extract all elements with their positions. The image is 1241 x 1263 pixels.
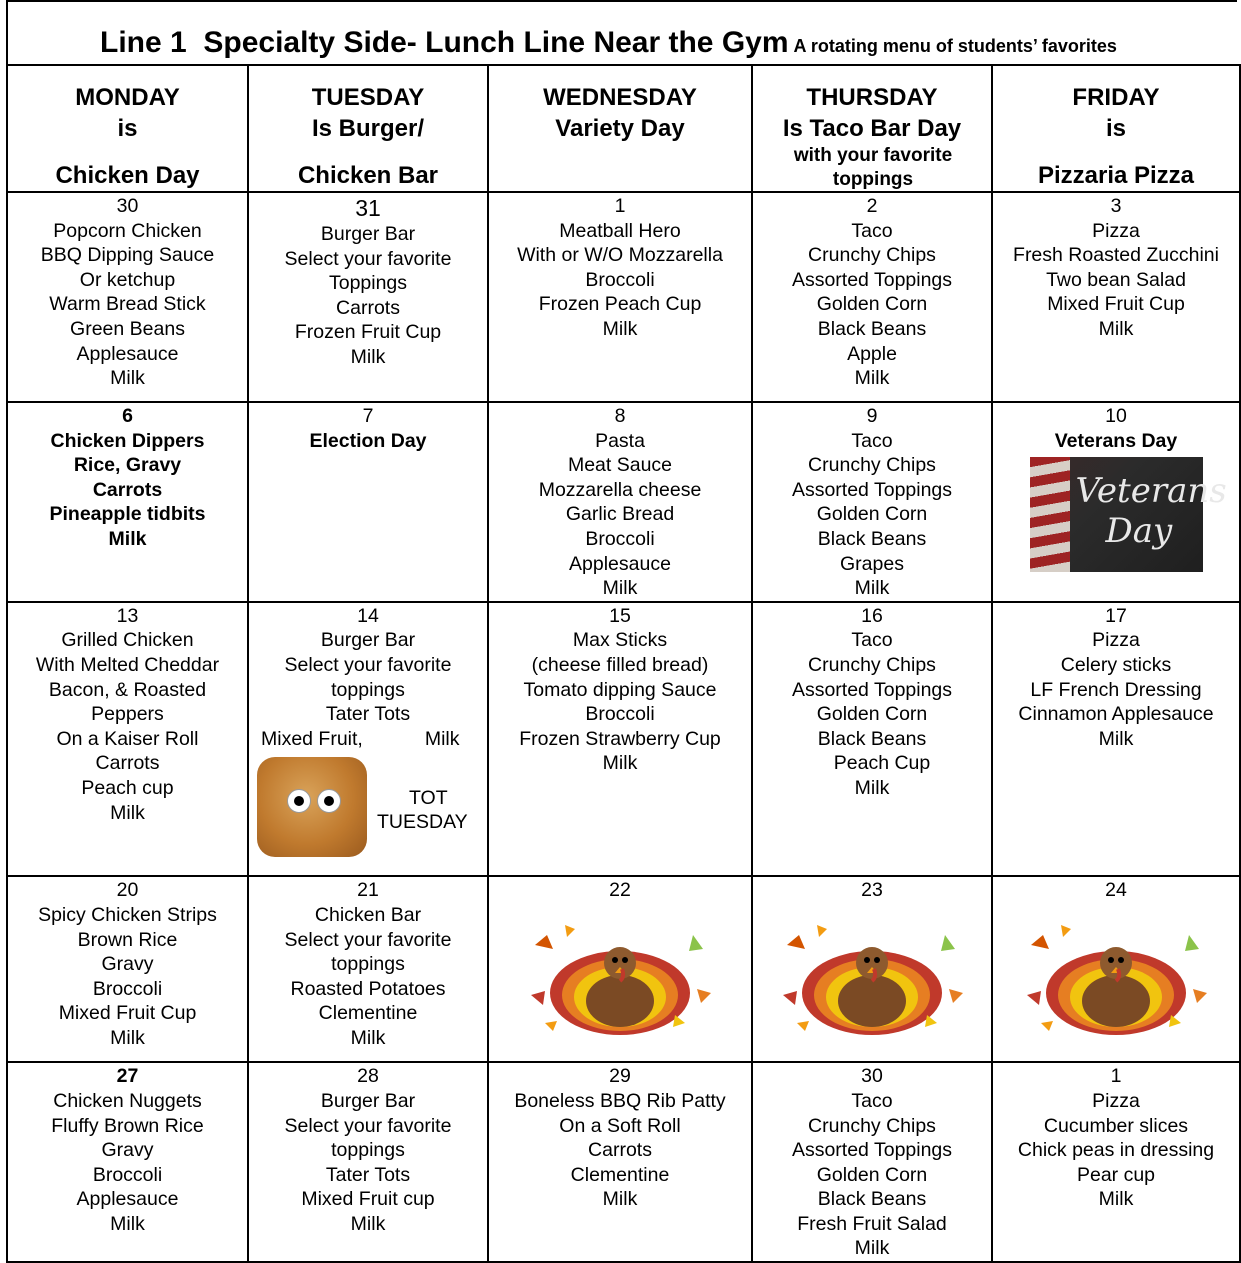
day-cell xyxy=(248,402,488,602)
day-number: 24 xyxy=(1105,879,1127,902)
day-number: 30 xyxy=(116,195,139,217)
day-cell: 3 Pizza Fresh Roasted Zucchini Two bean Salad Mixed Fruit Cup Milk xyxy=(992,192,1240,402)
week-row xyxy=(7,402,1240,602)
day-number: 29 xyxy=(609,1065,631,1088)
day-cell: 13 Grilled Chicken With Melted Cheddar Bacon, & Roasted Peppers On a Kaiser Roll Carrots Peach cup Milk xyxy=(7,602,248,877)
day-number: 10 xyxy=(1105,405,1127,427)
day-number: 13 xyxy=(116,604,139,627)
day-cell: 1 Pizza Cucumber slices Chick peas in dressing Pear cup Milk xyxy=(992,1062,1240,1262)
day-cell: 30 Popcorn Chicken BBQ Dipping Sauce Or ketchup Warm Bread Stick Green Beans Applesauce Milk xyxy=(7,192,248,402)
day-cell: 15 Max Sticks (cheese filled bread) Tomato dipping Sauce Broccoli Frozen Strawberry Cup Milk xyxy=(488,602,752,877)
day-cell xyxy=(488,876,752,1062)
day-number: 17 xyxy=(1105,604,1127,627)
day-number: 1 xyxy=(614,195,626,217)
day-number: 23 xyxy=(861,879,883,902)
header-monday: MONDAY is Chicken Day xyxy=(7,65,248,192)
title-main: Specialty Side- Lunch Line Near the Gym xyxy=(203,26,789,59)
day-cell: 28 Burger Bar Select your favorite toppings Tater Tots Mixed Fruit cup Milk xyxy=(248,1062,488,1262)
header-wednesday: WEDNESDAY Variety Day xyxy=(488,65,752,192)
tater-tot-image xyxy=(257,757,367,857)
day-number: 7 xyxy=(362,405,374,427)
week-row xyxy=(7,1062,1240,1262)
day-cell: 6 Chicken Dippers Rice, Gravy Carrots Pineapple tidbits Milk xyxy=(7,402,248,602)
day-cell: 1 Meatball Hero With or W/O Mozzarella Broccoli Frozen Peach Cup Milk xyxy=(488,192,752,402)
eye-icon xyxy=(317,789,341,813)
eye-icon xyxy=(287,789,311,813)
menu-calendar xyxy=(6,64,1241,1263)
header-friday: FRIDAY is Pizzaria Pizza xyxy=(992,65,1240,192)
day-cell: 8 Pasta Meat Sauce Mozzarella cheese Garlic Bread Broccoli Applesauce Milk xyxy=(488,402,752,602)
day-number: 22 xyxy=(609,879,631,902)
thanksgiving-turkey-icon xyxy=(777,915,967,1035)
day-cell: 17 Pizza Celery sticks LF French Dressing Cinnamon Applesauce Milk xyxy=(992,602,1240,877)
page-title xyxy=(100,26,1117,60)
day-cell: 21 Chicken Bar Select your favorite toppings Roasted Potatoes Clementine Milk xyxy=(248,876,488,1062)
day-number: 28 xyxy=(357,1065,379,1088)
day-number: 31 xyxy=(355,195,381,221)
day-number: 27 xyxy=(116,1065,139,1088)
week-row xyxy=(7,602,1240,877)
tot-tuesday-area: TOT TUESDAY xyxy=(249,751,487,875)
header-row xyxy=(7,65,1240,192)
thanksgiving-turkey-icon xyxy=(1021,915,1211,1035)
veterans-day-image: Veterans Day xyxy=(1030,457,1203,572)
week-row xyxy=(7,876,1240,1062)
day-number: 21 xyxy=(357,879,379,902)
day-number: 9 xyxy=(866,405,878,427)
day-number: 2 xyxy=(866,195,878,217)
day-number: 15 xyxy=(609,604,631,627)
day-number: 20 xyxy=(116,879,139,902)
thanksgiving-turkey-icon xyxy=(525,915,715,1035)
election-day: Election Day xyxy=(309,429,427,452)
title-sub: A rotating menu of students’ favorites xyxy=(793,36,1117,56)
header-thursday: THURSDAY Is Taco Bar Day with your favorite toppings xyxy=(752,65,992,192)
day-cell xyxy=(992,402,1240,602)
day-cell: 20 Spicy Chicken Strips Brown Rice Gravy Broccoli Mixed Fruit Cup Milk xyxy=(7,876,248,1062)
day-number: 14 xyxy=(357,604,379,627)
day-cell: 31 Burger Bar Select your favorite Toppings Carrots Frozen Fruit Cup Milk xyxy=(248,192,488,402)
day-cell: 14 Burger Bar Select your favorite toppings Tater Tots Mixed Fruit, Milk TOT TUESDAY xyxy=(248,602,488,877)
flag-icon xyxy=(1030,457,1070,572)
day-cell: 30 Taco Crunchy Chips Assorted Toppings Golden Corn Black Beans Fresh Fruit Salad Milk xyxy=(752,1062,992,1262)
day-cell: 16 Taco Crunchy Chips Assorted Toppings Golden Corn Black Beans Peach Cup Milk xyxy=(752,602,992,877)
title-bar xyxy=(6,0,1237,64)
day-number: 16 xyxy=(861,604,883,627)
day-number: 30 xyxy=(861,1065,883,1088)
day-number: 6 xyxy=(122,405,133,427)
day-cell xyxy=(752,876,992,1062)
day-cell: 9 Taco Crunchy Chips Assorted Toppings Golden Corn Black Beans Grapes Milk xyxy=(752,402,992,602)
header-tuesday: TUESDAY Is Burger/ Chicken Bar xyxy=(248,65,488,192)
day-cell: 2 Taco Crunchy Chips Assorted Toppings Golden Corn Black Beans Apple Milk xyxy=(752,192,992,402)
week-row xyxy=(7,192,1240,402)
day-number: 3 xyxy=(1110,195,1122,217)
day-cell: 29 Boneless BBQ Rib Patty On a Soft Roll Carrots Clementine Milk xyxy=(488,1062,752,1262)
veterans-day: Veterans Day xyxy=(1054,429,1178,452)
day-number: 1 xyxy=(1110,1065,1122,1088)
day-cell xyxy=(992,876,1240,1062)
day-number: 8 xyxy=(614,405,626,427)
title-line: Line 1 xyxy=(100,26,187,59)
day-cell: 27 Chicken Nuggets Fluffy Brown Rice Gravy Broccoli Applesauce Milk xyxy=(7,1062,248,1262)
